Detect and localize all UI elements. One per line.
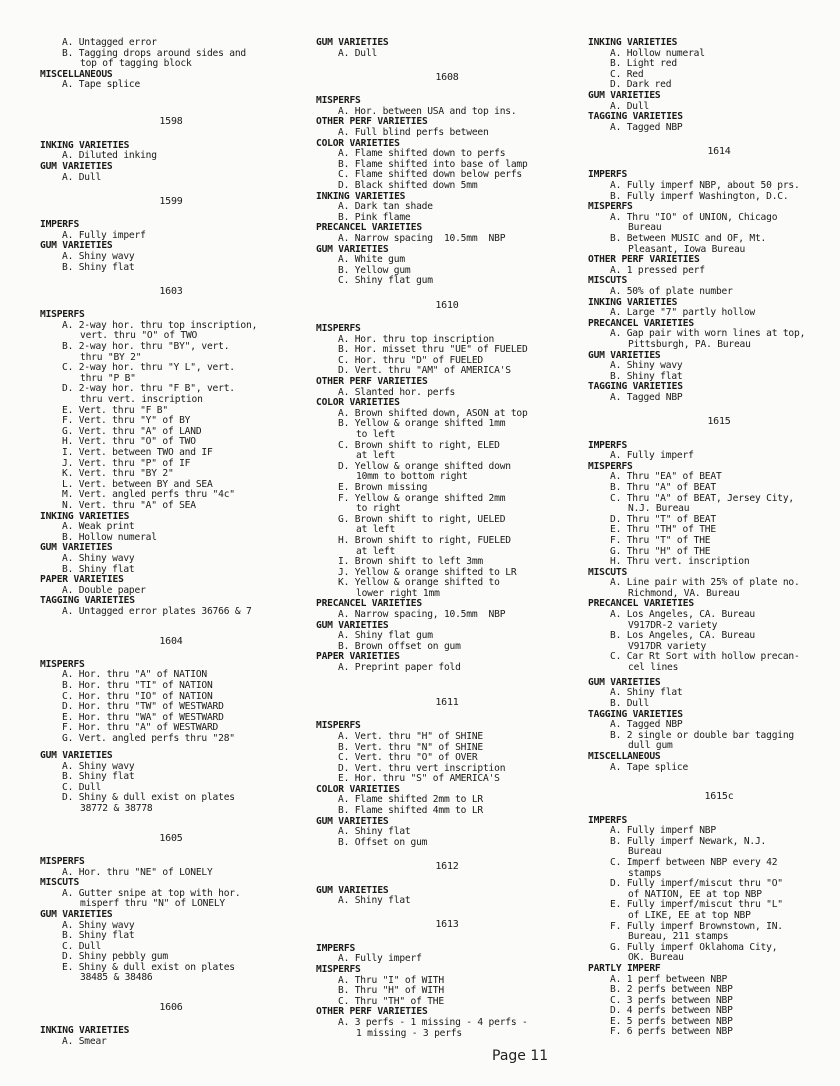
spacer [316, 848, 578, 862]
spacer [316, 674, 578, 698]
list-item: B. Offset on gum [338, 836, 428, 848]
list-item-continuation: of LIKE, EE at top NBP [628, 909, 751, 921]
list-item: A. Full blind perfs between [338, 127, 489, 139]
list-item: G. Vert. angled perfs thru "28" [62, 733, 235, 745]
list-item-continuation: cel lines [628, 662, 679, 674]
list-item: F. Yellow & orange shifted 2mm [338, 492, 506, 504]
list-item: C. Thru "A" of BEAT, Jersey City, [610, 492, 795, 504]
list-item: G. Fully imperf Oklahoma City, [610, 941, 778, 953]
stamp-number-heading: 1615c [704, 791, 734, 803]
list-item: A. Shiny flat [338, 895, 411, 907]
list-item: A. White gum [338, 254, 405, 266]
list-item: D. Yellow & orange shifted down [338, 460, 511, 472]
section-heading: INKING VARIETIES [588, 37, 678, 48]
list-item: A. Smear [62, 1036, 107, 1048]
list-item-continuation: Richmond, VA. Bureau [628, 587, 740, 599]
spacer [40, 273, 302, 287]
list-item: B. Brown offset on gum [338, 640, 461, 652]
section-heading: OTHER PERF VARIETIES [588, 254, 700, 266]
list-item: C. Dull [62, 781, 102, 793]
column-3 [588, 38, 840, 1038]
spacer [588, 773, 840, 792]
list-item: A. Narrow spacing 10.5mm NBP [338, 232, 506, 244]
list-item: C. Red [610, 68, 644, 80]
list-item: A. Shiny wavy [610, 360, 683, 372]
section-heading: INKING VARIETIES [40, 510, 130, 522]
list-item: F. Fully imperf Brownstown, IN. [610, 920, 783, 932]
list-item: A. Double paper [62, 584, 146, 596]
section-heading: GUM VARIETIES [316, 37, 389, 48]
list-item: A. Untagged error plates 36766 & 7 [62, 605, 252, 617]
list-item: A. Tagged NBP [610, 391, 683, 403]
list-item: B. Hollow numeral [62, 531, 157, 543]
list-item: B. Hor. misset thru "UE" of FUELED [338, 344, 528, 356]
list-item: A. Flame shifted 2mm to LR [338, 794, 483, 806]
list-item: C. Vert. thru "O" of OVER [338, 752, 478, 764]
list-item-continuation: Bureau, 211 stamps [628, 931, 729, 943]
list-item: K. Vert. thru "BY 2" [62, 468, 174, 480]
section-heading: INKING VARIETIES [588, 296, 678, 308]
list-item: A. Slanted hor. perfs [338, 386, 456, 398]
list-item: A. Shiny flat [610, 687, 683, 699]
list-item: J. Yellow & orange shifted to LR [338, 566, 517, 578]
list-item: A. Line pair with 25% of plate no. [610, 577, 800, 589]
stamp-number-heading: 1605 [159, 832, 183, 844]
list-item: A. Large "7" partly hollow [610, 307, 755, 319]
list-item: A. Shiny flat [338, 826, 411, 838]
section-heading: GUM VARIETIES [588, 349, 661, 361]
list-item: B. Shiny flat [62, 771, 135, 783]
section-heading: MISCUTS [40, 877, 80, 889]
list-item-continuation: N.J. Bureau [628, 503, 690, 515]
list-item: A. Untagged error [62, 37, 157, 48]
section-heading: GUM VARIETIES [40, 240, 113, 252]
section-heading: IMPERFS [316, 942, 356, 954]
list-item: H. Vert. thru "O" of TWO [62, 436, 196, 448]
list-item: A. Fully imperf NBP, about 50 prs. [610, 180, 800, 192]
list-item: C. Flame shifted down below perfs [338, 169, 523, 181]
list-item-continuation: misperf thru "N" of LONELY [80, 898, 225, 910]
section-heading: PARTLY IMPERF [588, 962, 661, 974]
list-item: B. Yellow & orange shifted 1mm [338, 418, 506, 430]
list-item: A. Los Angeles, CA. Bureau [610, 609, 755, 621]
list-item-continuation: at left [356, 545, 396, 557]
section-heading: GUM VARIETIES [40, 160, 113, 172]
list-item: B. Flame shifted into base of lamp [338, 158, 528, 170]
section-heading: MISCELLANEOUS [588, 751, 661, 763]
list-item: B. Light red [610, 58, 677, 70]
list-item: G. Vert. thru "A" of LAND [62, 425, 202, 437]
section-heading: IMPERFS [588, 439, 628, 451]
stamp-number-heading: 1611 [435, 697, 459, 708]
section-heading: OTHER PERF VARIETIES [316, 376, 428, 387]
section-heading: GUM VARIETIES [316, 619, 389, 631]
column-2 [316, 38, 578, 1039]
list-item: A. Thru "IO" of UNION, Chicago [610, 211, 778, 223]
list-item-continuation: top of tagging block [80, 58, 192, 70]
list-item: A. Shiny wavy [62, 760, 135, 772]
list-item-continuation: thru "BY 2" [80, 351, 142, 363]
list-item-continuation: dull gum [628, 740, 673, 752]
spacer [316, 907, 578, 921]
list-item: A. Gutter snipe at top with hor. [62, 887, 241, 899]
section-heading: PAPER VARIETIES [40, 574, 124, 586]
spacer [588, 133, 840, 147]
list-item: G. Brown shift to right, UELED [338, 513, 506, 525]
list-item: I. Vert. between TWO and IF [62, 447, 213, 458]
list-item: A. Fully imperf NBP [610, 825, 716, 837]
list-item-continuation: thru "P B" [80, 372, 136, 384]
list-item: J. Vert. thru "P" of IF [62, 457, 191, 469]
stamp-number-heading: 1613 [435, 919, 459, 931]
list-item-continuation: Bureau [628, 846, 662, 858]
section-heading: MISCUTS [588, 566, 628, 578]
list-item: B. Shiny flat [610, 370, 683, 382]
list-item-continuation: lower right 1mm [356, 587, 440, 599]
list-item: A. Vert. thru "H" of SHINE [338, 730, 483, 742]
list-item: F. Hor. thru "A" of WESTWARD [62, 722, 219, 734]
list-item: C. 2-way hor. thru "Y L", vert. [62, 362, 235, 374]
stamp-number-heading: 1604 [159, 635, 183, 647]
list-item: A. Shiny wavy [62, 251, 135, 263]
spacer [588, 428, 840, 441]
list-item: B. Yellow gum [338, 264, 411, 276]
list-item: A. Hor. between USA and top ins. [338, 105, 517, 117]
list-item: A. Diluted inking [62, 150, 157, 162]
list-item: A. Dull [338, 47, 378, 59]
list-item: B. Thru "H" of WITH [338, 985, 444, 997]
list-item: D. Vert. thru "AM" of AMERICA'S [338, 365, 511, 377]
stamp-number-heading: 1608 [435, 71, 459, 83]
section-heading: MISPERFS [40, 658, 85, 670]
list-item: B. Tagging drops around sides and [62, 47, 247, 59]
list-item: A. Fully imperf [610, 450, 694, 462]
list-item: B. Shiny flat [62, 563, 135, 575]
list-item-continuation: thru vert. inscription [80, 394, 203, 406]
list-item: E. Brown missing [338, 481, 428, 493]
list-item: D. Black shifted down 5mm [338, 180, 478, 192]
list-item: E. Shiny & dull exist on plates [62, 961, 235, 973]
list-item: A. Shiny wavy [62, 919, 135, 931]
stamp-number-heading: 1606 [159, 1002, 183, 1014]
list-item: A. Tape splice [610, 761, 689, 773]
list-item: A. Hor. thru top inscription [338, 333, 495, 345]
spacer [316, 287, 578, 301]
section-heading: OTHER PERF VARIETIES [316, 1006, 428, 1018]
list-item: D. Shiny & dull exist on plates [62, 792, 235, 804]
list-item-continuation: to left [356, 428, 396, 440]
list-item: A. Weak print [62, 521, 135, 533]
section-heading: COLOR VARIETIES [316, 137, 400, 149]
list-item: B. Between MUSIC and OF, Mt. [610, 232, 767, 244]
list-item: B. Thru "A" of BEAT [610, 481, 716, 493]
list-item: D. Shiny pebbly gum [62, 951, 168, 963]
list-item: B. Dull [610, 698, 650, 710]
list-item: B. Los Angeles, CA. Bureau [610, 630, 755, 642]
page-number: Page 11 [492, 1048, 549, 1064]
list-item: C. 3 perfs between NBP [610, 994, 733, 1006]
list-item-continuation: 38772 & 38778 [80, 802, 153, 814]
list-item: B. Flame shifted 4mm to LR [338, 805, 483, 817]
list-item-continuation: V917DR-2 variety [628, 619, 718, 631]
list-item: F. Vert. thru "Y" of BY [62, 415, 191, 427]
list-item: A. Fully imperf [62, 229, 146, 241]
list-item: A. Thru "I" of WITH [338, 974, 444, 986]
section-heading: INKING VARIETIES [40, 139, 130, 151]
list-item: G. Thru "H" of THE [610, 545, 711, 557]
list-item-continuation: at left [356, 524, 396, 536]
list-item: A. Preprint paper fold [338, 662, 461, 674]
section-heading: GUM VARIETIES [316, 884, 389, 896]
list-item: B. Fully imperf Washington, D.C. [610, 190, 789, 202]
list-item: H. Brown shift to right, FUELED [338, 534, 511, 546]
list-item: C. Hor. thru "IO" of NATION [62, 690, 213, 702]
list-item-continuation: 38485 & 38486 [80, 972, 153, 984]
section-heading: MISPERFS [316, 323, 361, 335]
list-item: A. Gap pair with worn lines at top, [610, 328, 806, 340]
list-item: B. Hor. thru "TI" of NATION [62, 680, 213, 692]
list-item: A. Tagged NBP [610, 719, 683, 731]
list-item-continuation: to right [356, 503, 401, 515]
list-item: C. Thru "TH" of THE [338, 995, 444, 1007]
list-item-continuation: of NATION, EE at top NBP [628, 888, 762, 900]
list-item: D. Fully imperf/miscut thru "O" [610, 878, 783, 890]
spacer [588, 403, 840, 417]
list-item: F. Thru "T" of THE [610, 534, 711, 546]
stamp-number-heading: 1612 [435, 861, 459, 873]
stamp-number-heading: 1614 [707, 146, 731, 158]
section-heading: MISPERFS [588, 201, 633, 213]
list-item: E. Vert. thru "F B" [62, 404, 168, 416]
list-item: C. Car Rt Sort with hollow precan- [610, 651, 800, 663]
list-item: D. Dark red [610, 79, 672, 91]
list-item: E. Hor. thru "WA" of WESTWARD [62, 711, 224, 723]
list-item: E. 5 perfs between NBP [610, 1015, 733, 1027]
list-item-continuation: Pleasant, Iowa Bureau [628, 243, 746, 255]
list-item: E. Fully imperf/miscut thru "L" [610, 899, 783, 911]
list-item-continuation: 10mm to bottom right [356, 471, 468, 483]
list-item: D. 2-way hor. thru "F B", vert. [62, 383, 235, 395]
section-heading: TAGGING VARIETIES [588, 111, 683, 123]
list-item: D. Hor. thru "TW" of WESTWARD [62, 701, 224, 713]
list-item: C. Dull [62, 940, 102, 952]
section-heading: GUM VARIETIES [588, 89, 661, 101]
stamp-number-heading: 1599 [159, 195, 183, 207]
spacer [40, 647, 302, 660]
section-heading: MISPERFS [316, 95, 361, 107]
section-heading: INKING VARIETIES [40, 1025, 130, 1037]
list-item-continuation: 1 missing - 3 perfs [356, 1027, 462, 1039]
list-item: C. Brown shift to right, ELED [338, 439, 500, 451]
section-heading: PRECANCEL VARIETIES [588, 317, 694, 329]
list-item: A. Flame shifted down to perfs [338, 148, 506, 160]
list-item: A. Narrow spacing, 10.5mm NBP [338, 609, 506, 621]
list-item: A. 50% of plate number [610, 285, 733, 297]
list-item: C. Shiny flat gum [338, 275, 433, 287]
list-item: A. Fully imperf [338, 953, 422, 965]
spacer [40, 183, 302, 197]
list-item: A. Thru "EA" of BEAT [610, 471, 722, 483]
section-heading: COLOR VARIETIES [316, 783, 400, 795]
list-item: A. Hollow numeral [610, 47, 705, 59]
list-item: L. Vert. between BY and SEA [62, 478, 213, 490]
section-heading: MISPERFS [316, 963, 361, 975]
section-heading: PRECANCEL VARIETIES [316, 222, 422, 234]
list-item: K. Yellow & orange shifted to [338, 577, 500, 589]
list-item: H. Thru vert. inscription [610, 556, 750, 568]
section-heading: MISPERFS [40, 309, 85, 321]
column-1 [40, 38, 302, 1048]
section-heading: IMPERFS [40, 219, 80, 231]
spacer [588, 803, 840, 816]
list-item: B. Pink flame [338, 211, 411, 223]
list-item: C. Imperf between NBP every 42 [610, 856, 778, 868]
list-item: A. 1 perf between NBP [610, 973, 728, 985]
list-item: D. Vert. thru vert inscription [338, 762, 506, 774]
spacer [40, 618, 302, 637]
list-item: A. Shiny flat gum [338, 630, 433, 642]
list-item: I. Brown shift to left 3mm [338, 556, 483, 568]
section-heading: GUM VARIETIES [316, 243, 389, 255]
spacer [40, 984, 302, 1003]
list-item-continuation: OK. Bureau [628, 952, 684, 964]
spacer [40, 815, 302, 834]
section-heading: COLOR VARIETIES [316, 397, 400, 409]
list-item-continuation: V917DR variety [628, 640, 707, 652]
list-item: A. 1 pressed perf [610, 264, 705, 276]
list-item: E. Hor. thru "S" of AMERICA'S [338, 773, 500, 785]
section-heading: PAPER VARIETIES [316, 651, 400, 663]
section-heading: INKING VARIETIES [316, 190, 406, 202]
spacer [316, 931, 578, 944]
list-item: D. Thru "T" of BEAT [610, 513, 716, 525]
list-item: M. Vert. angled perfs thru "4c" [62, 489, 235, 501]
list-item: B. Shiny flat [62, 261, 135, 273]
list-item: A. Tape splice [62, 79, 141, 91]
list-item: A. 2-way hor. thru top inscription, [62, 319, 258, 331]
list-item: B. Shiny flat [62, 930, 135, 942]
section-heading: MISPERFS [316, 720, 361, 732]
section-heading: PRECANCEL VARIETIES [316, 598, 422, 610]
list-item-continuation: vert. thru "O" of TWO [80, 330, 198, 342]
list-item: B. 2 perfs between NBP [610, 984, 733, 996]
list-item: D. 4 perfs between NBP [610, 1005, 733, 1017]
stamp-number-heading: 1615 [707, 416, 731, 428]
section-heading: TAGGING VARIETIES [588, 708, 683, 720]
list-item: B. Fully imperf Newark, N.J. [610, 835, 767, 847]
section-heading: TAGGING VARIETIES [588, 381, 683, 393]
stamp-number-heading: 1598 [159, 116, 183, 128]
section-heading: PRECANCEL VARIETIES [588, 598, 694, 610]
list-item: A. Dull [610, 100, 650, 112]
list-item: A. 3 perfs - 1 missing - 4 perfs - [338, 1016, 528, 1028]
list-item: B. Vert. thru "N" of SHINE [338, 741, 483, 753]
section-heading: GUM VARIETIES [40, 542, 113, 554]
stamp-number-heading: 1603 [159, 285, 183, 297]
section-heading: TAGGING VARIETIES [40, 595, 135, 607]
list-item: A. Brown shifted down, ASON at top [338, 407, 528, 419]
spacer [40, 128, 302, 141]
list-item: B. 2 single or double bar tagging [610, 729, 795, 741]
section-heading: MISPERFS [40, 855, 85, 867]
list-item: A. Hor. thru "NE" of LONELY [62, 866, 213, 878]
section-heading: MISCUTS [588, 275, 628, 287]
section-heading: GUM VARIETIES [316, 815, 389, 827]
section-heading: GUM VARIETIES [588, 676, 661, 688]
list-item: A. Dark tan shade [338, 201, 433, 213]
spacer [316, 59, 578, 73]
list-item: B. 2-way hor. thru "BY", vert. [62, 341, 230, 353]
list-item-continuation: Pittsburgh, PA. Bureau [628, 338, 751, 350]
list-item-continuation: stamps [628, 867, 662, 879]
list-item-continuation: Bureau [628, 222, 662, 234]
section-heading: GUM VARIETIES [40, 750, 113, 761]
list-item: N. Vert. thru "A" of SEA [62, 499, 196, 511]
list-item: A. Tagged NBP [610, 121, 683, 133]
list-item: E. Thru "TH" of THE [610, 524, 716, 536]
section-heading: OTHER PERF VARIETIES [316, 116, 428, 128]
section-heading: GUM VARIETIES [40, 908, 113, 920]
section-heading: IMPERFS [588, 814, 628, 826]
list-item-continuation: at left [356, 450, 396, 462]
spacer [316, 873, 578, 886]
spacer [40, 208, 302, 221]
list-item: A. Dull [62, 171, 102, 183]
list-item: A. Shiny wavy [62, 552, 135, 564]
section-heading: MISCELLANEOUS [40, 68, 113, 80]
list-item: C. Hor. thru "D" of FUELED [338, 354, 483, 366]
section-heading: IMPERFS [588, 169, 628, 181]
list-item: F. 6 perfs between NBP [610, 1026, 733, 1038]
list-item: A. Hor. thru "A" of NATION [62, 669, 207, 681]
section-heading: MISPERFS [588, 460, 633, 472]
spacer [40, 91, 302, 118]
stamp-number-heading: 1610 [435, 299, 459, 311]
